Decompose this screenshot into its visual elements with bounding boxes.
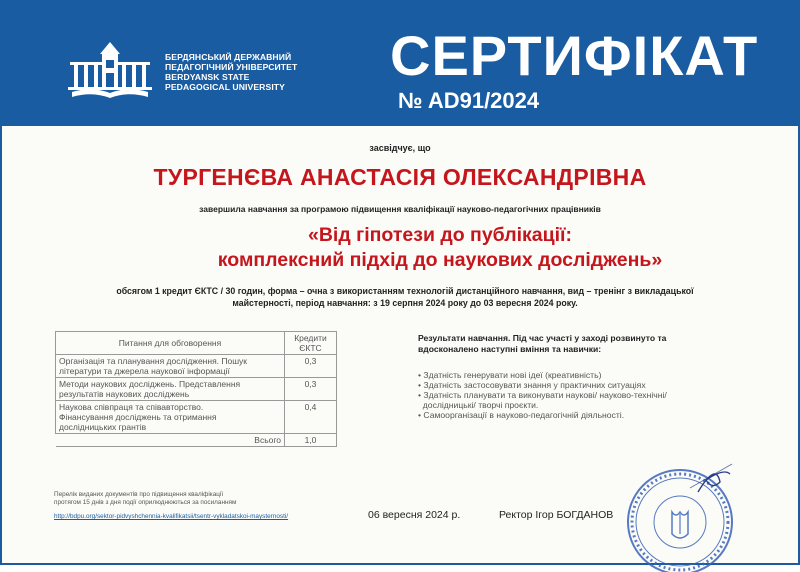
volume-line: обсягом 1 кредит ЄКТС / 30 годин, форма – очна з використанням технологій дистанційного навчання, вид – тренінг з викладацької: [116, 286, 694, 296]
credits-cell: 0,3: [285, 378, 337, 401]
table-row: [56, 401, 337, 434]
issue-date: 06 вересня 2024 р.: [368, 509, 461, 521]
topic-cell: [56, 401, 285, 434]
course-title: [200, 223, 680, 273]
credits-header-line: ЄКТС: [299, 343, 322, 353]
total-label: Всього: [56, 434, 285, 447]
topic-line: результатів наукових досліджень: [59, 389, 190, 399]
footnote-line: протягом 15 днів з дня події оприлюднюються за посиланням: [54, 499, 237, 506]
table-row: [56, 378, 337, 401]
course-volume-text: [60, 285, 750, 309]
topics-table-header: [56, 332, 337, 355]
frame-border-left: [0, 126, 2, 565]
topic-cell: [56, 355, 285, 378]
list-item: • Самоорганізації в науково-педагогічній діяльності.: [418, 410, 625, 420]
certificate-title: СЕРТИФІКАТ: [390, 24, 759, 87]
list-item: • Здатність планувати та виконувати наукові/ науково-технічні/: [418, 390, 667, 400]
results-heading-line: вдосконалено наступні вміння та навички:: [418, 344, 602, 354]
volume-line: майстерності, період навчання: з 19 серпня 2024 року до 03 вересня 2024 року.: [232, 298, 578, 308]
list-item: • Здатність застосовувати знання у практичних ситуаціях: [418, 380, 646, 390]
results-list: [418, 370, 738, 420]
certificate-header: [0, 0, 800, 126]
results-heading-line: Результати навчання. Під час участі у заході розвинуто та: [418, 333, 667, 343]
topics-table: [55, 331, 337, 447]
completed-text: завершила навчання за програмою підвищення кваліфікації науково-педагогічних працівників: [199, 204, 601, 214]
university-name-line: ПЕДАГОГІЧНИЙ УНІВЕРСИТЕТ: [165, 62, 298, 72]
certificate-number: № AD91/2024: [398, 88, 540, 113]
certifies-text: засвідчує, що: [369, 143, 431, 153]
topic-column-header: Питання для обговорення: [56, 332, 285, 355]
official-stamp-icon: [620, 452, 760, 572]
registry-link[interactable]: http://bdpu.org/sektor-pidvyshchennia-kvalifikatsii/tsentr-vykladatskoi-maysternosti/: [54, 513, 289, 520]
results-heading: [418, 333, 738, 355]
university-name-line: BERDYANSK STATE: [165, 72, 250, 82]
topic-line: Методи наукових досліджень. Представлення: [59, 379, 241, 389]
university-name-line: БЕРДЯНСЬКИЙ ДЕРЖАВНИЙ: [165, 52, 292, 62]
learning-results: [418, 333, 738, 420]
credits-cell: 0,3: [285, 355, 337, 378]
course-title-line: «Від гіпотези до публікації:: [307, 224, 573, 246]
table-total-row: [56, 434, 337, 447]
footnote-line: Перелік виданих документів про підвищення кваліфікації: [54, 491, 224, 498]
recipient-name: ТУРГЕНЄВА АНАСТАСІЯ ОЛЕКСАНДРІВНА: [153, 164, 647, 190]
credits-header-line: Кредити: [294, 333, 327, 343]
list-item: • Здатність генерувати нові ідеї (креативність): [418, 370, 602, 380]
topic-line: Фінансування досліджень та отримання: [59, 412, 217, 422]
total-value: 1,0: [285, 434, 337, 447]
university-name-line: PEDAGOGICAL UNIVERSITY: [165, 82, 285, 92]
table-row: [56, 355, 337, 378]
topic-line: Організація та планування дослідження. Пошук: [59, 356, 248, 366]
footnote: [54, 491, 304, 507]
course-title-line: комплексний підхід до наукових досліджень»: [217, 249, 663, 271]
university-name: [165, 52, 297, 92]
topic-line: Наукова співпраця та співавторство.: [59, 402, 204, 412]
topic-cell: [56, 378, 285, 401]
credits-column-header: [285, 332, 337, 355]
credits-cell: 0,4: [285, 401, 337, 434]
list-item: дослідницькі/ творчі проєкти.: [418, 400, 539, 410]
topic-line: літератури та джерела наукової інформації: [59, 366, 230, 376]
topic-line: дослідницьких грантів: [59, 422, 147, 432]
rector-signature-text: Ректор Ігор БОГДАНОВ: [499, 509, 614, 521]
university-logo-icon: [64, 40, 156, 102]
